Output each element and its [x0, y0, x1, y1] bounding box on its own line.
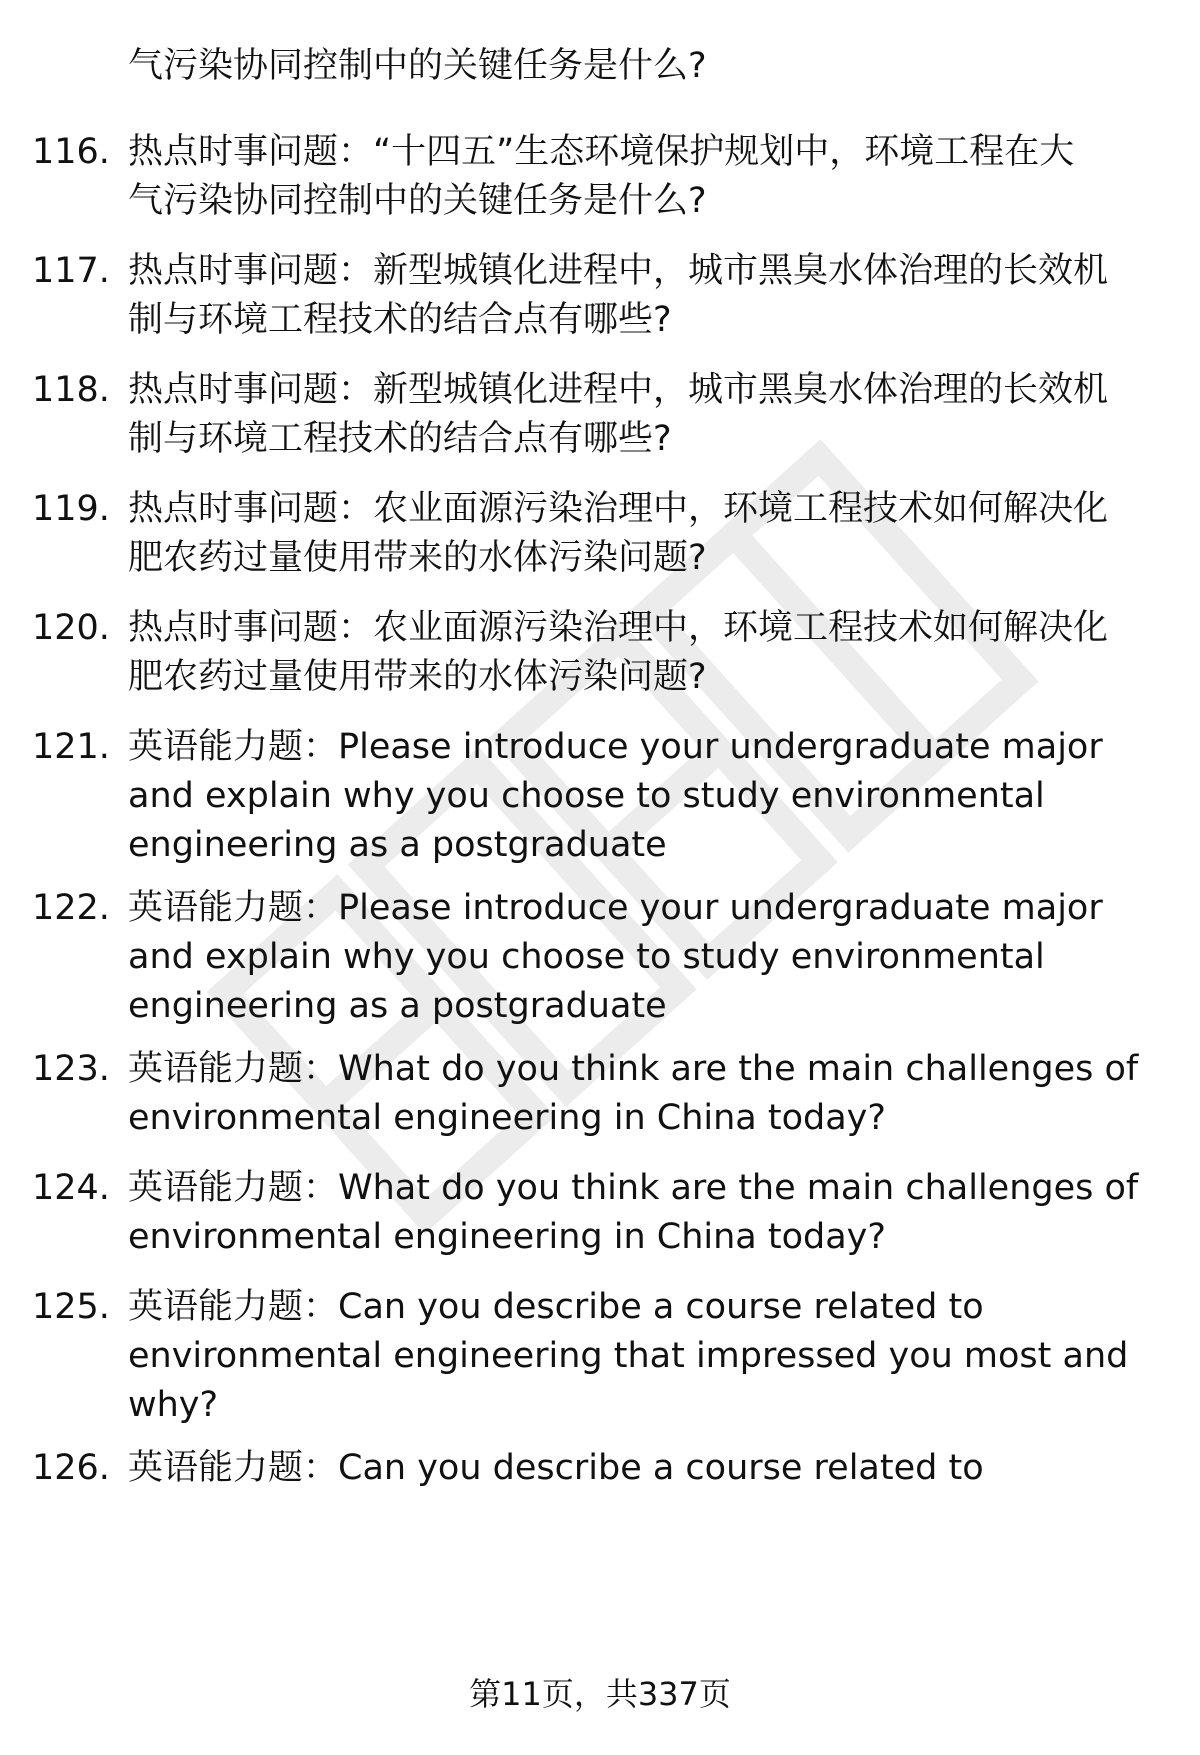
question-text: [128, 1283, 1148, 1430]
question-number: 122.: [32, 888, 110, 928]
question-line: 热点时事问题：农业面源污染治理中，环境工程技术如何解决化: [128, 608, 1109, 648]
question-text: [128, 42, 1148, 91]
question-text: [128, 1444, 1148, 1493]
question-text: [128, 723, 1148, 870]
question-text: [128, 247, 1148, 345]
question-line: 气污染协同控制中的关键任务是什么?: [128, 46, 707, 86]
question-text: [128, 1045, 1148, 1143]
question-line: why?: [128, 1385, 219, 1425]
question-text: [128, 884, 1148, 1031]
question-line: 英语能力题：Please introduce your undergraduate major: [128, 727, 1103, 767]
question-text: [128, 604, 1148, 702]
question-number: 116.: [32, 132, 110, 172]
question-number: 125.: [32, 1287, 110, 1327]
question-line: 英语能力题：Please introduce your undergraduate major: [128, 888, 1103, 928]
question-text: [128, 366, 1148, 464]
question-number: 124.: [32, 1168, 110, 1208]
question-line: 热点时事问题：“十四五”生态环境保护规划中，环境工程在大: [128, 132, 1075, 172]
question-number: 121.: [32, 727, 110, 767]
question-line: and explain why you choose to study environmental: [128, 776, 1045, 816]
question-text: [128, 128, 1148, 226]
question-line: environmental engineering in China today?: [128, 1098, 886, 1138]
question-line: 热点时事问题：新型城镇化进程中，城市黑臭水体治理的长效机: [128, 370, 1109, 410]
question-line: engineering as a postgraduate: [128, 825, 667, 865]
question-number: 123.: [32, 1049, 110, 1089]
question-line: and explain why you choose to study environmental: [128, 937, 1045, 977]
question-text: [128, 485, 1148, 583]
page-footer: 第11页，共337页: [469, 1675, 731, 1713]
question-line: environmental engineering that impressed you most and: [128, 1336, 1129, 1376]
question-line: 肥农药过量使用带来的水体污染问题?: [128, 657, 707, 697]
question-number: 119.: [32, 489, 110, 529]
question-text: [128, 1164, 1148, 1262]
question-line: engineering as a postgraduate: [128, 986, 667, 1026]
question-line: 英语能力题：What do you think are the main challenges of: [128, 1168, 1139, 1208]
question-line: environmental engineering in China today?: [128, 1217, 886, 1257]
question-line: 制与环境工程技术的结合点有哪些?: [128, 419, 672, 459]
question-line: 热点时事问题：新型城镇化进程中，城市黑臭水体治理的长效机: [128, 251, 1109, 291]
question-line: 气污染协同控制中的关键任务是什么?: [128, 181, 707, 221]
question-number: 118.: [32, 370, 110, 410]
question-line: 制与环境工程技术的结合点有哪些?: [128, 300, 672, 340]
question-number: 117.: [32, 251, 110, 291]
question-line: 英语能力题：Can you describe a course related to: [128, 1287, 984, 1327]
question-line: 英语能力题：Can you describe a course related to: [128, 1448, 984, 1488]
question-line: 肥农药过量使用带来的水体污染问题?: [128, 538, 707, 578]
question-number: 126.: [32, 1448, 110, 1488]
question-line: 热点时事问题：农业面源污染治理中，环境工程技术如何解决化: [128, 489, 1109, 529]
question-line: 英语能力题：What do you think are the main challenges of: [128, 1049, 1139, 1089]
question-number: 120.: [32, 608, 110, 648]
